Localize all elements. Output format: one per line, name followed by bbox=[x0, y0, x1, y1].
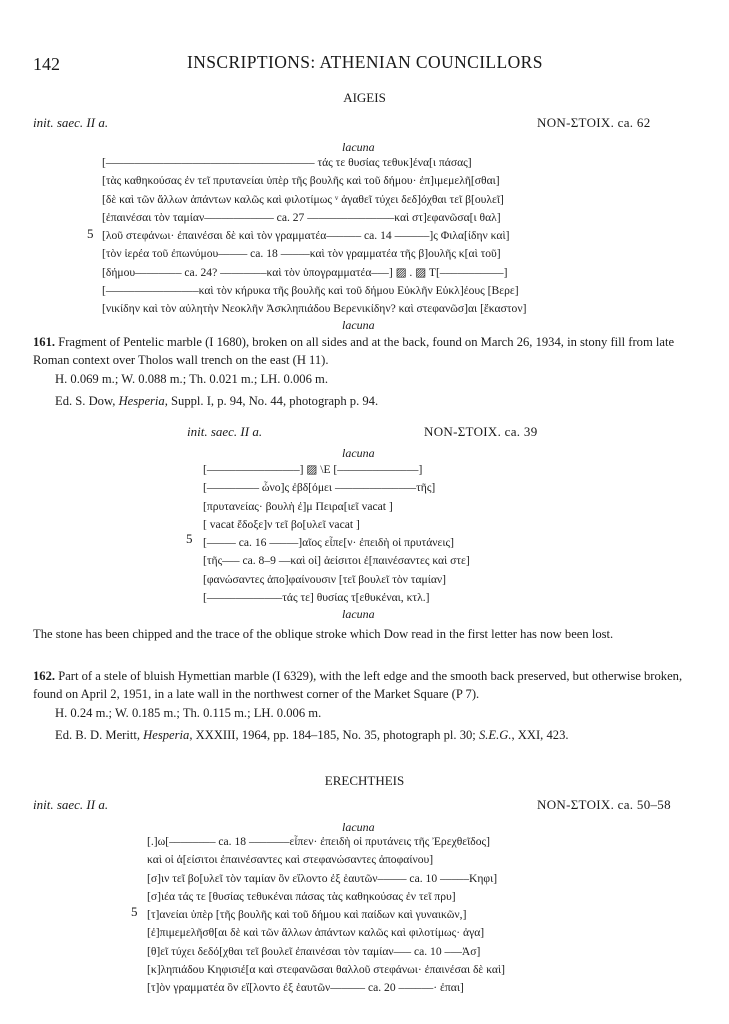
item-161-description bbox=[33, 333, 698, 369]
inscription-line: [σ]ιν τεῖ βο[υλεῖ τὸν ταμίαν ὃν εἵλοντο ἐξ ἑαυτῶν––––– ca. 10 –––––Κηφι] bbox=[147, 871, 498, 885]
lacuna-label: lacuna bbox=[342, 820, 375, 834]
inscription-line: [τῆς––– ca. 8–9 ––καὶ οἱ] ἀείσιτοι ἐ[παινέσαντες καὶ στε] bbox=[203, 554, 470, 568]
item-text: Part of a stele of bluish Hymettian marble (I 6329), with the left edge and the smooth back preserved, but otherwise broken, found on April 2, 1951, in a late wall in the northwest corner of the Market Square (P 7). bbox=[33, 669, 683, 701]
item-162-description bbox=[33, 667, 698, 703]
tribe-heading-aigeis: AIGEIS bbox=[343, 90, 386, 105]
inscription-line: [κ]ληπιάδου Κηφισιέ[α καὶ στεφανῶσαι θαλλοῦ στεφάνωι· ἐπαινέσαι δὲ καὶ] bbox=[147, 963, 505, 977]
inscription-text-161 bbox=[203, 461, 523, 607]
edition-journal: Hesperia bbox=[118, 394, 165, 408]
edition-prefix: Ed. B. D. Meritt, bbox=[55, 728, 144, 742]
stoichedon-label: NON-ΣΤΟΙΧ. ca. 62 bbox=[537, 115, 651, 130]
inscription-line: [ἐπαινέσαι τὸν ταμίαν–––––––––––– ca. 27 –––––––––––––––καὶ στ]εφανῶσα[ι θαλ] bbox=[102, 210, 501, 224]
edition-suffix: , Suppl. I, p. 94, No. 44, photograph p. 94. bbox=[164, 394, 379, 408]
inscription-line: [δὲ καὶ τῶν ἄλλων ἁπάντων καλῶς καὶ φιλοτίμως ᵛ ἀγαθεῖ τύχει δεδ]όχθαι τεῖ β[ουλεῖ] bbox=[102, 192, 504, 206]
inscription-line: [.]ω[–––––––– ca. 18 –––––––εἶπεν· ἐπειδὴ οἱ πρυτάνεις τῆς Ἐρεχθεῖδος] bbox=[147, 835, 490, 848]
inscription-line: [––––––––––––––––καὶ τὸν κήρυκα τῆς βουλῆς καὶ τοῦ δήμου Εὐκλῆν Εὐκλ]έους [Βερε] bbox=[102, 284, 519, 298]
item-161-note: The stone has been chipped and the trace of the oblique stroke which Dow read in the first letter has now been lost. bbox=[33, 627, 614, 641]
inscription-line: [δήμου–––––––– ca. 24? ––––––––καὶ τὸν ὑπογραμματέα–––] ▨ . ▨ Τ[–––––––––––] bbox=[102, 265, 508, 279]
inscription-line: [φανώσαντες ἀπο]φαίνουσιν [τεῖ βουλεῖ τὸν ταμίαν] bbox=[203, 572, 447, 586]
item-text: Fragment of Pentelic marble (I 1680), broken on all sides and at the back, found on March 26, 1934, in stony fill from late Roman context over Tholos wall trench on the east (H 11). bbox=[33, 335, 675, 367]
running-title: INSCRIPTIONS: ATHENIAN COUNCILLORS bbox=[187, 52, 543, 72]
line-number: 5 bbox=[186, 531, 193, 546]
stoichedon-label: NON-ΣΤΟΙΧ. ca. 50–58 bbox=[537, 797, 671, 812]
inscription-line: [τ]ανείαι ὑπὲρ [τῆς βουλῆς καὶ τοῦ δήμου καὶ παίδων καὶ γυναικῶν,] bbox=[147, 908, 467, 922]
item-162-edition bbox=[55, 726, 569, 744]
inscription-line: καὶ οἱ ἀ[είσιτοι ἐπαινέσαντες καὶ στεφανώσαντες ἀποφαίνου] bbox=[147, 853, 434, 867]
inscription-line: [––––––––– ὦνο]ς ἐβδ[όμει ––––––––––––––τῆς] bbox=[203, 481, 436, 495]
inscription-line: [τὸν ἱερέα τοῦ ἐπωνύμου––––– ca. 18 –––––καὶ τὸν γραμματέα τῆς β]ουλῆς κ[αὶ τοῦ] bbox=[102, 247, 501, 261]
lacuna-label: lacuna bbox=[342, 318, 375, 332]
edition-suffix: , XXI, 423. bbox=[511, 728, 569, 742]
tribe-heading-erechtheis: ERECHTHEIS bbox=[324, 773, 405, 788]
inscription-line: [θ]εῖ τύχει δεδό[χθαι τεῖ βουλεῖ ἐπαινέσαι τὸν ταμίαν––– ca. 10 –––Ἀσ] bbox=[147, 944, 481, 958]
inscription-line: [ἐ]πιμεμελῆσθ[αι δὲ καὶ τῶν ἄλλων ἁπάντων καλῶς καὶ φιλοτίμως· ἀγα] bbox=[147, 926, 485, 940]
inscription-line: [τ]ὸν γραμματέα ὃν εἵ[λοντο ἐξ ἑαυτῶν–––––– ca. 20 ––––––· ἐπαι] bbox=[147, 981, 464, 995]
item-161-dimensions: H. 0.069 m.; W. 0.088 m.; Th. 0.021 m.; LH. 0.006 m. bbox=[55, 372, 328, 386]
date-label: init. saec. II a. bbox=[187, 424, 263, 439]
lacuna-label: lacuna bbox=[342, 140, 375, 154]
inscription-line: [λοῦ στεφάνωι· ἐπαινέσαι δὲ καὶ τὸν γραμματέα–––––– ca. 14 ––––––]ς Φιλα[ίδην καὶ] bbox=[102, 229, 510, 243]
inscription-line: [––––– ca. 16 –––––]αῖος εἶπε[ν· ἐπειδὴ οἱ πρυτάνεις] bbox=[203, 536, 454, 550]
item-162-dimensions: H. 0.24 m.; W. 0.185 m.; Th. 0.115 m.; LH. 0.006 m. bbox=[55, 706, 322, 720]
inscription-text-aigeis bbox=[102, 154, 622, 319]
lacuna-label: lacuna bbox=[342, 446, 375, 460]
edition-middle: , XXXIII, 1964, pp. 184–185, No. 35, photograph pl. 30; bbox=[189, 728, 479, 742]
edition-seg: S.E.G. bbox=[478, 728, 512, 742]
item-number: 161. bbox=[33, 335, 56, 349]
inscription-line: [νικίδην καὶ τὸν αὐλητὴν Νεοκλῆν Ἀσκληπιάδου Βερενικίδην? καὶ στεφανῶσ]αι [ἕκαστον] bbox=[102, 302, 527, 316]
inscription-line: [–––––––––––––––––––––––––––––––––––– τάς τε θυσίας τεθυκ]ένα[ι πάσας] bbox=[102, 156, 472, 169]
date-label: init. saec. II a. bbox=[33, 115, 109, 130]
edition-journal: Hesperia bbox=[143, 728, 190, 742]
stoichedon-label: NON-ΣΤΟΙΧ. ca. 39 bbox=[424, 424, 538, 439]
inscription-text-erechtheis bbox=[147, 833, 567, 998]
inscription-line: [σ]ιέα τάς τε [θυσίας τεθυκέναι πάσας τὰς καθηκούσας ἐν τεῖ πρυ] bbox=[147, 889, 456, 903]
edition-prefix: Ed. S. Dow, bbox=[55, 394, 119, 408]
inscription-line: [τὰς καθηκούσας ἐν τεῖ πρυτανείαι ὑπὲρ τῆς βουλῆς καὶ τοῦ δήμου· ἐπ]ιμεμελῆ[σθαι] bbox=[102, 174, 500, 188]
inscription-line: [ vacat ἔδοξε]ν τεῖ βο[υλεῖ vacat ] bbox=[203, 517, 360, 531]
inscription-line: [πρυτανείας· βουλὴ ἐ]μ Πειρα[ιεῖ vacat ] bbox=[203, 499, 393, 513]
page-number: 142 bbox=[33, 54, 60, 74]
item-number: 162. bbox=[33, 669, 56, 683]
line-number: 5 bbox=[87, 226, 94, 241]
lacuna-label: lacuna bbox=[342, 607, 375, 621]
line-number: 5 bbox=[131, 904, 138, 919]
inscription-line: [––––––––––––––––] ▨ \Ε [––––––––––––––] bbox=[203, 463, 423, 476]
inscription-line: [–––––––––––––τάς τε] θυσίας τ[εθυκέναι, κτλ.] bbox=[203, 591, 430, 605]
item-161-edition bbox=[55, 392, 378, 410]
date-label: init. saec. II a. bbox=[33, 797, 109, 812]
